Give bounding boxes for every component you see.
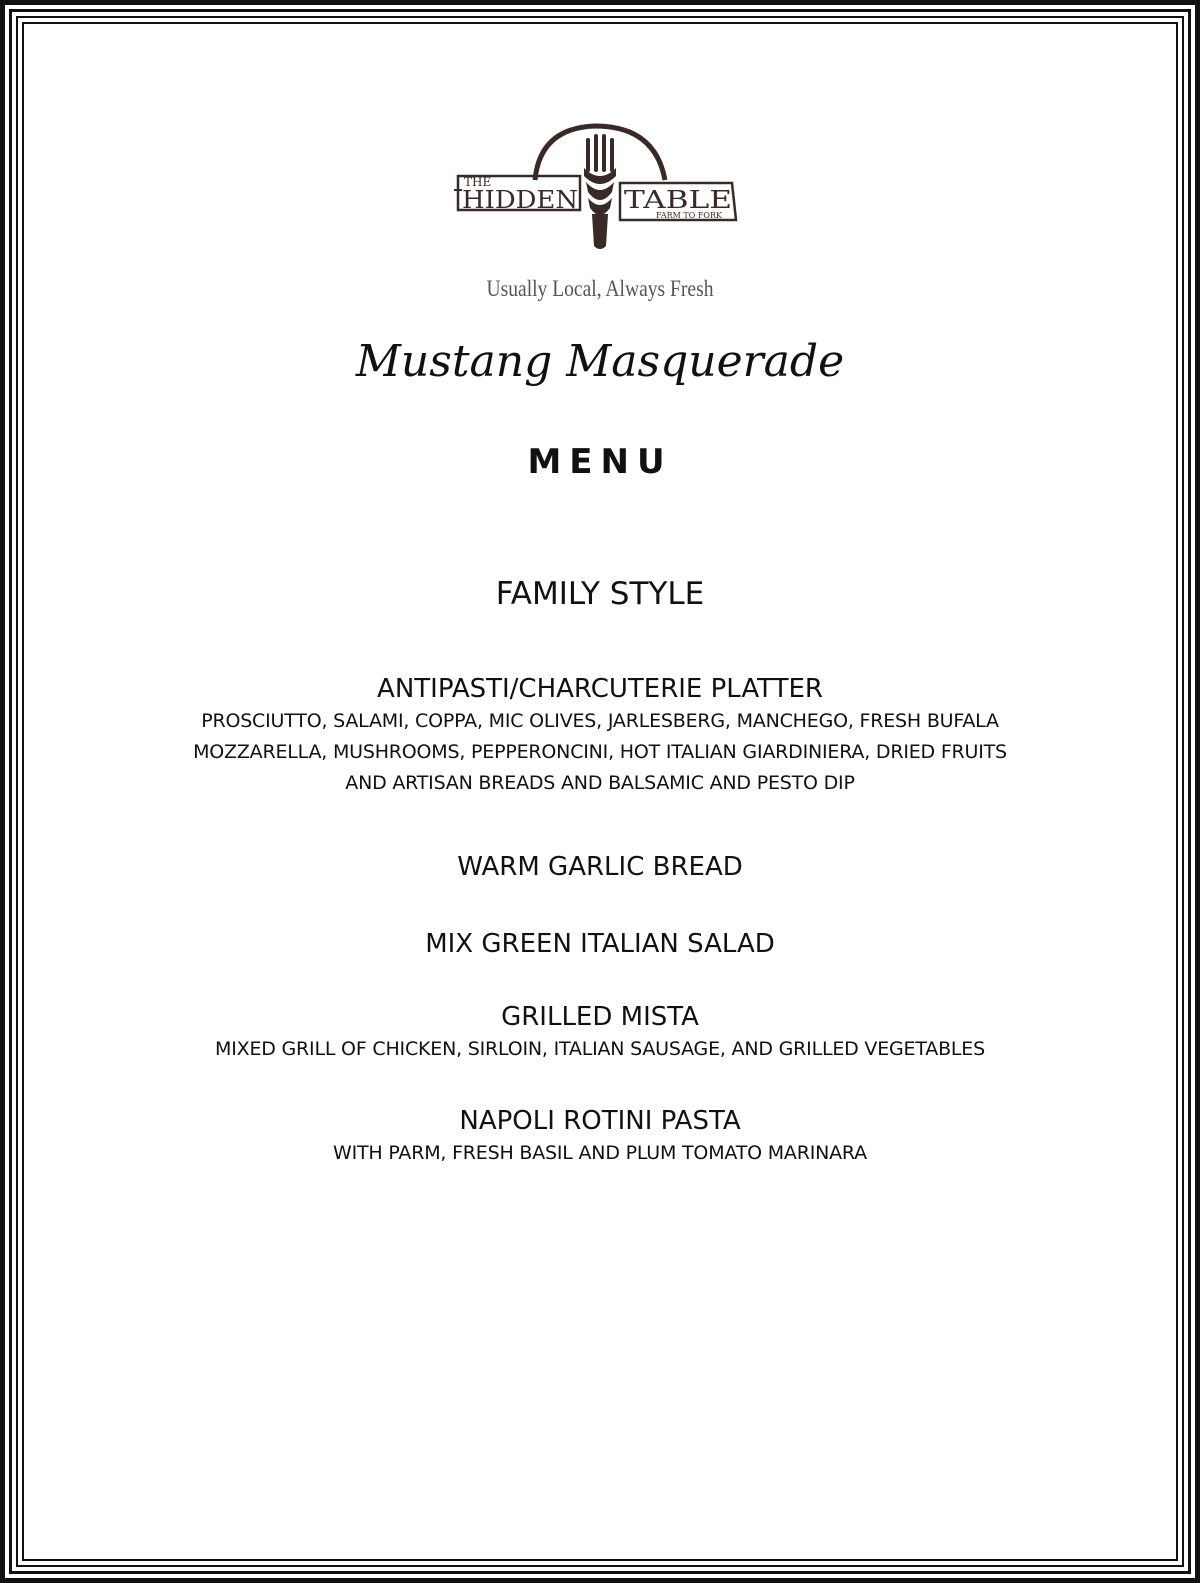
course-name: MIX GREEN ITALIAN SALAD (425, 929, 775, 959)
section-heading: FAMILY STYLE (495, 576, 705, 612)
course-description-line: MIXED GRILL OF CHICKEN, SIRLOIN, ITALIAN SAUSAGE, AND GRILLED VEGETABLES (215, 1038, 985, 1060)
course-garlic-bread (60, 850, 1140, 884)
tagline: Usually Local, Always Fresh (486, 276, 714, 301)
course-description-line: WITH PARM, FRESH BASIL AND PLUM TOMATO MARINARA (333, 1142, 867, 1164)
hidden-table-logo (440, 118, 760, 258)
course-name: NAPOLI ROTINI PASTA (459, 1106, 741, 1136)
course-antipasti (60, 672, 1140, 799)
logo-tagline-small: FARM TO FORK (656, 211, 722, 220)
course-name: WARM GARLIC BREAD (457, 852, 743, 882)
course-description-line: MOZZARELLA, MUSHROOMS, PEPPERONCINI, HOT ITALIAN GIARDINIERA, DRIED FRUITS (193, 741, 1007, 763)
course-description-line: PROSCIUTTO, SALAMI, COPPA, MIC OLIVES, JARLESBERG, MANCHEGO, FRESH BUFALA (201, 710, 999, 732)
course-salad (60, 927, 1140, 961)
course-rotini-pasta (60, 1104, 1140, 1169)
event-title: Mustang Masquerade (355, 336, 845, 387)
course-name: ANTIPASTI/CHARCUTERIE PLATTER (377, 674, 823, 704)
course-description-line: AND ARTISAN BREADS AND BALSAMIC AND PESTO DIP (345, 772, 855, 794)
menu-heading: MENU (527, 442, 673, 482)
fork-wheat-icon (584, 134, 616, 249)
course-grilled-mista (60, 1000, 1140, 1065)
logo-table: TABLE (624, 186, 732, 214)
logo-line1: THE (464, 175, 492, 189)
logo-hidden: HIDDEN (462, 186, 578, 214)
course-name: GRILLED MISTA (501, 1002, 699, 1032)
